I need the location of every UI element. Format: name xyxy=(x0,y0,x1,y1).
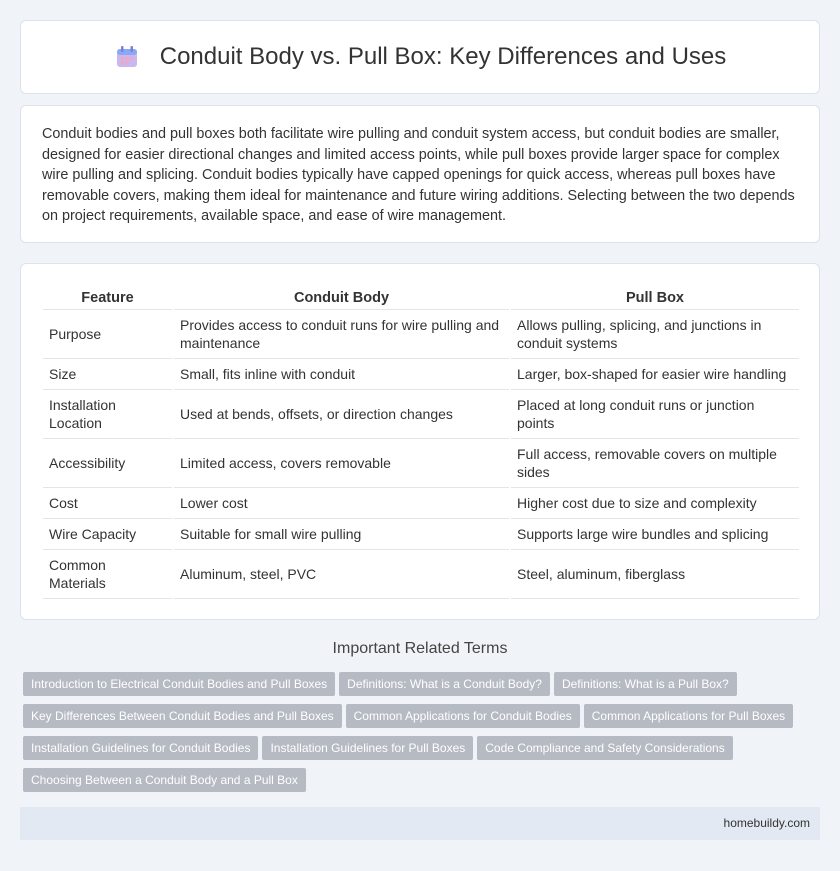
related-terms-list xyxy=(23,672,823,800)
related-term-link[interactable]: Common Applications for Pull Boxes xyxy=(584,704,793,728)
related-term-link[interactable]: Choosing Between a Conduit Body and a Pull Box xyxy=(23,768,306,792)
table-cell: Small, fits inline with conduit xyxy=(174,359,509,390)
page-header xyxy=(20,20,820,94)
table-cell: Steel, aluminum, fiberglass xyxy=(511,550,799,599)
table-cell: Size xyxy=(43,359,172,390)
table-cell: Placed at long conduit runs or junction points xyxy=(511,390,799,439)
table-header-row xyxy=(43,284,799,310)
comparison-table-card xyxy=(20,263,820,620)
footer-site-link[interactable]: homebuildy.com xyxy=(723,816,810,830)
table-row xyxy=(43,359,799,390)
page-title: Conduit Body vs. Pull Box: Key Differences and Uses xyxy=(159,43,727,70)
table-cell: Larger, box-shaped for easier wire handling xyxy=(511,359,799,390)
table-cell: Accessibility xyxy=(43,439,172,488)
table-cell: Lower cost xyxy=(174,488,509,519)
table-row xyxy=(43,439,799,488)
table-row xyxy=(43,390,799,439)
comparison-table xyxy=(41,284,801,599)
table-cell: Wire Capacity xyxy=(43,519,172,550)
related-term-link[interactable]: Definitions: What is a Pull Box? xyxy=(554,672,737,696)
table-cell: Common Materials xyxy=(43,550,172,599)
table-cell: Purpose xyxy=(43,310,172,359)
summary-text: Conduit bodies and pull boxes both facilitate wire pulling and conduit system access, but conduit bodies are smaller, designed for easier directional changes and limited access points, while pull boxes provide larger space for complex wire pulling and splicing. Conduit bodies typically have capped openings for quick access, whereas pull boxes have removable covers, making them ideal for maintenance and future wiring additions. Selecting between the two depends on project requirements, available space, and ease of wire management. xyxy=(42,126,795,224)
related-term-link[interactable]: Installation Guidelines for Pull Boxes xyxy=(262,736,473,760)
table-cell: Cost xyxy=(43,488,172,519)
table-cell: Used at bends, offsets, or direction changes xyxy=(174,390,509,439)
table-cell: Full access, removable covers on multiple sides xyxy=(511,439,799,488)
table-row xyxy=(43,519,799,550)
related-term-link[interactable]: Definitions: What is a Conduit Body? xyxy=(339,672,550,696)
related-term-link[interactable]: Introduction to Electrical Conduit Bodies and Pull Boxes xyxy=(23,672,335,696)
related-term-link[interactable]: Common Applications for Conduit Bodies xyxy=(346,704,580,728)
column-header-pull-box: Pull Box xyxy=(511,284,799,310)
table-cell: Limited access, covers removable xyxy=(174,439,509,488)
related-term-link[interactable]: Key Differences Between Conduit Bodies and Pull Boxes xyxy=(23,704,342,728)
related-terms-title: Important Related Terms xyxy=(332,640,508,657)
table-cell: Supports large wire bundles and splicing xyxy=(511,519,799,550)
calendar-icon xyxy=(114,44,140,70)
table-row xyxy=(43,550,799,599)
table-row xyxy=(43,310,799,359)
table-cell: Provides access to conduit runs for wire pulling and maintenance xyxy=(174,310,509,359)
table-cell: Aluminum, steel, PVC xyxy=(174,550,509,599)
table-cell: Higher cost due to size and complexity xyxy=(511,488,799,519)
table-cell: Allows pulling, splicing, and junctions in conduit systems xyxy=(511,310,799,359)
footer xyxy=(20,807,820,840)
column-header-feature: Feature xyxy=(43,284,172,310)
table-cell: Installation Location xyxy=(43,390,172,439)
related-term-link[interactable]: Installation Guidelines for Conduit Bodies xyxy=(23,736,258,760)
table-cell: Suitable for small wire pulling xyxy=(174,519,509,550)
related-term-link[interactable]: Code Compliance and Safety Considerations xyxy=(477,736,732,760)
column-header-conduit-body: Conduit Body xyxy=(174,284,509,310)
table-row xyxy=(43,488,799,519)
summary-section xyxy=(20,105,820,243)
